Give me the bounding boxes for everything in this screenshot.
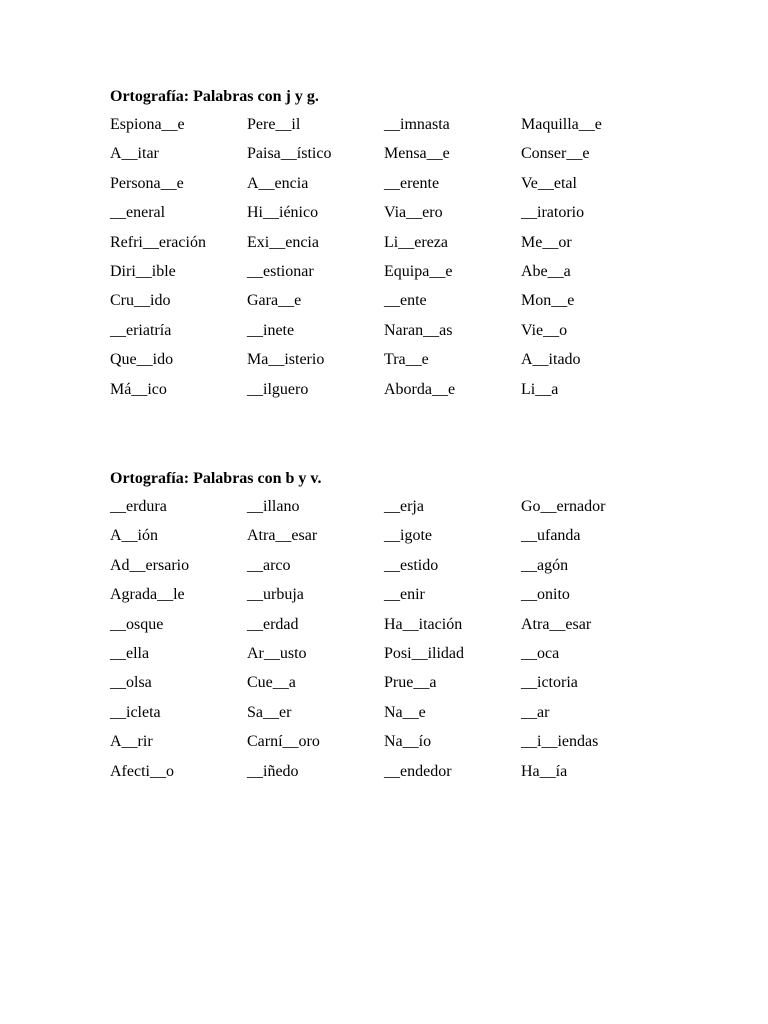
fill-in-word: A__itado (521, 351, 581, 369)
fill-in-word: __onito (521, 586, 570, 604)
fill-in-word: A__itar (110, 145, 159, 163)
fill-in-word: Mensa__e (384, 145, 450, 163)
fill-in-word: Hi__iénico (247, 204, 319, 222)
fill-in-word: __icleta (110, 703, 161, 721)
fill-in-word: __ilguero (247, 380, 309, 398)
fill-in-word: __enir (384, 586, 425, 604)
word-grid-b-v (110, 496, 730, 790)
fill-in-word: __ufanda (521, 527, 581, 545)
fill-in-word: Refri__eración (110, 233, 206, 251)
section-b-v (110, 468, 730, 790)
fill-in-word: __agón (521, 556, 569, 574)
fill-in-word: __imnasta (384, 116, 450, 133)
fill-in-word: __ar (521, 703, 550, 721)
fill-in-word: A__rir (110, 733, 153, 751)
fill-in-word: A__ión (110, 527, 158, 545)
fill-in-word: Diri__ible (110, 262, 176, 280)
fill-in-word: Persona__e (110, 174, 184, 192)
fill-in-word: __i__iendas (521, 733, 599, 751)
fill-in-word: Vie__o (521, 321, 568, 339)
fill-in-word: Maquilla__e (521, 116, 602, 133)
fill-in-word: Sa__er (247, 703, 292, 721)
fill-in-word: Ha__ía (521, 762, 568, 780)
fill-in-word: Pere__il (247, 116, 301, 133)
fill-in-word: __iñedo (247, 762, 299, 780)
fill-in-word: Conser__e (521, 145, 590, 163)
fill-in-word: __erdad (247, 615, 299, 633)
fill-in-word: Tra__e (384, 351, 429, 369)
fill-in-word: Paisa__ístico (247, 145, 332, 163)
fill-in-word: __iratorio (521, 204, 585, 222)
fill-in-word: Afecti__o (110, 762, 174, 780)
fill-in-word: __osque (110, 615, 164, 633)
fill-in-word: __endedor (384, 762, 452, 780)
section-title-j-g: Ortografía: Palabras con j y g. (110, 88, 319, 105)
word-grid-j-g (110, 114, 730, 408)
section-title-b-v: Ortografía: Palabras con b y v. (110, 470, 322, 487)
fill-in-word: Atra__esar (247, 527, 318, 545)
fill-in-word: Cue__a (247, 674, 296, 692)
fill-in-word: __illano (247, 498, 300, 515)
fill-in-word: Que__ido (110, 351, 174, 369)
fill-in-word: Li__ereza (384, 233, 448, 251)
fill-in-word: Li__a (521, 380, 559, 398)
fill-in-word: __erente (384, 174, 440, 192)
fill-in-word: Cru__ido (110, 292, 171, 310)
fill-in-word: Go__ernador (521, 498, 606, 515)
fill-in-word: Gara__e (247, 292, 302, 310)
fill-in-word: __eriatría (110, 321, 172, 339)
fill-in-word: Má__ico (110, 380, 167, 398)
section-j-g (110, 86, 730, 408)
fill-in-word: Aborda__e (384, 380, 456, 398)
fill-in-word: Espiona__e (110, 116, 185, 133)
fill-in-word: __ictoria (521, 674, 578, 692)
fill-in-word: A__encia (247, 174, 309, 192)
fill-in-word: __inete (247, 321, 295, 339)
fill-in-word: Naran__as (384, 321, 453, 339)
fill-in-word: Ve__etal (521, 174, 577, 192)
fill-in-word: Exi__encia (247, 233, 319, 251)
fill-in-word: __erdura (110, 498, 167, 515)
fill-in-word: Abe__a (521, 262, 571, 280)
fill-in-word: Posi__ilidad (384, 644, 465, 662)
fill-in-word: __urbuja (247, 586, 304, 604)
fill-in-word: __erja (384, 498, 424, 515)
fill-in-word: Carní__oro (247, 733, 320, 751)
fill-in-word: __ente (384, 292, 427, 310)
fill-in-word: __olsa (110, 674, 152, 692)
fill-in-word: Na__e (384, 703, 426, 721)
fill-in-word: Ar__usto (247, 644, 307, 662)
fill-in-word: __oca (521, 644, 560, 662)
fill-in-word: __estionar (247, 262, 314, 280)
fill-in-word: __arco (247, 556, 291, 574)
fill-in-word: Prue__a (384, 674, 437, 692)
fill-in-word: __ella (110, 644, 150, 662)
fill-in-word: Equipa__e (384, 262, 453, 280)
fill-in-word: Via__ero (384, 204, 443, 222)
fill-in-word: Na__ío (384, 733, 432, 751)
fill-in-word: Agrada__le (110, 586, 185, 604)
fill-in-word: __igote (384, 527, 432, 545)
fill-in-word: Ha__itación (384, 615, 463, 633)
fill-in-word: Me__or (521, 233, 572, 251)
fill-in-word: Ad__ersario (110, 556, 190, 574)
fill-in-word: __estido (384, 556, 439, 574)
fill-in-word: Ma__isterio (247, 351, 325, 369)
fill-in-word: Mon__e (521, 292, 575, 310)
fill-in-word: Atra__esar (521, 615, 592, 633)
fill-in-word: __eneral (110, 204, 166, 222)
